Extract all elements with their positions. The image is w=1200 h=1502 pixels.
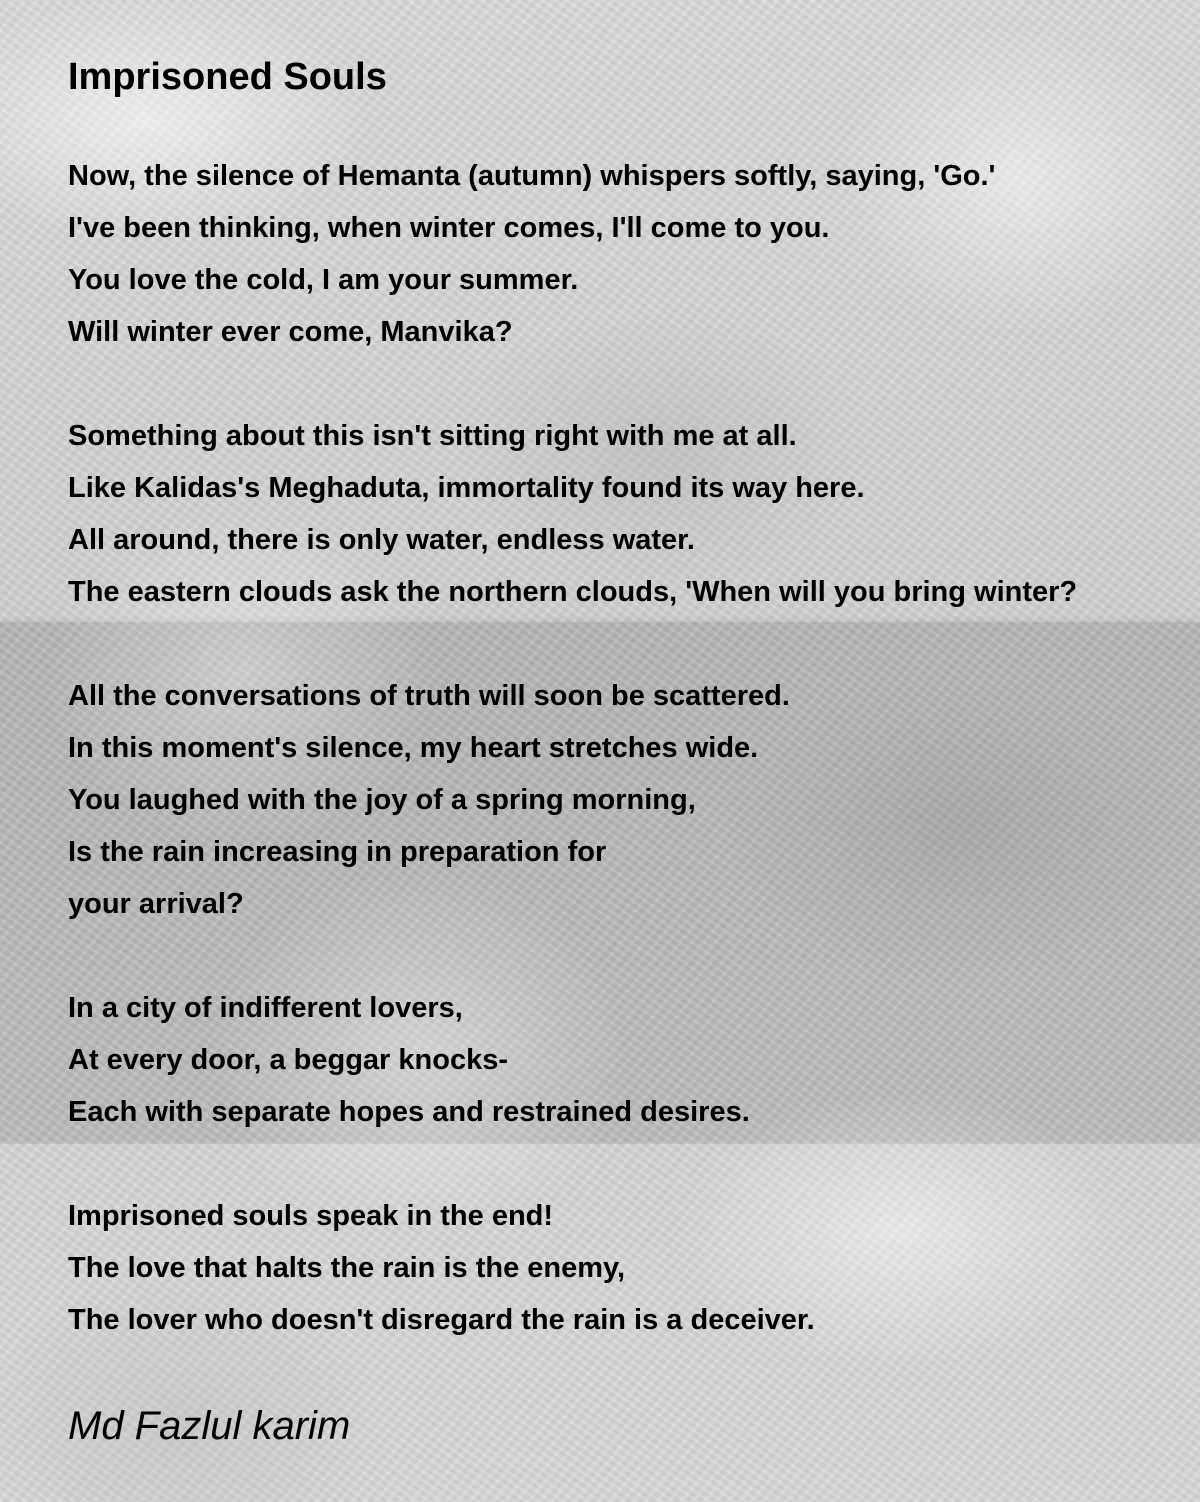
poem-line: Each with separate hopes and restrained desires. <box>68 1096 750 1128</box>
poem-line: In this moment's silence, my heart stretches wide. <box>68 732 759 764</box>
poem-line: The eastern clouds ask the northern clouds, 'When will you bring winter? <box>68 576 1078 608</box>
poem-line: All around, there is only water, endless water. <box>68 524 695 556</box>
poem-line: Is the rain increasing in preparation for <box>68 836 607 868</box>
stanza <box>68 1190 1200 1346</box>
poem-line: All the conversations of truth will soon be scattered. <box>68 680 790 712</box>
poem-line: You laughed with the joy of a spring morning, <box>68 784 696 816</box>
poem-line: You love the cold, I am your summer. <box>68 264 579 296</box>
poem-line: At every door, a beggar knocks- <box>68 1044 508 1076</box>
author-signature: Md Fazlul karim <box>68 1404 351 1448</box>
poem-line: your arrival? <box>68 888 244 920</box>
poem-line: Will winter ever come, Manvika? <box>68 316 513 348</box>
poem-line: Now, the silence of Hemanta (autumn) whispers softly, saying, 'Go.' <box>68 160 996 192</box>
poem-line: In a city of indifferent lovers, <box>68 992 463 1024</box>
poem-body <box>68 150 1200 1398</box>
poem-title: Imprisoned Souls <box>68 56 387 98</box>
poem-line: Like Kalidas's Meghaduta, immortality found its way here. <box>68 472 865 504</box>
poem-line: I've been thinking, when winter comes, I'll come to you. <box>68 212 830 244</box>
stanza <box>68 410 1200 618</box>
stanza <box>68 982 1200 1138</box>
stanza <box>68 670 1200 930</box>
poem-line: The lover who doesn't disregard the rain is a deceiver. <box>68 1304 815 1336</box>
poem-line: Imprisoned souls speak in the end! <box>68 1200 554 1232</box>
poem-line: Something about this isn't sitting right with me at all. <box>68 420 797 452</box>
stanza <box>68 150 1200 358</box>
poem-line: The love that halts the rain is the enemy, <box>68 1252 626 1284</box>
